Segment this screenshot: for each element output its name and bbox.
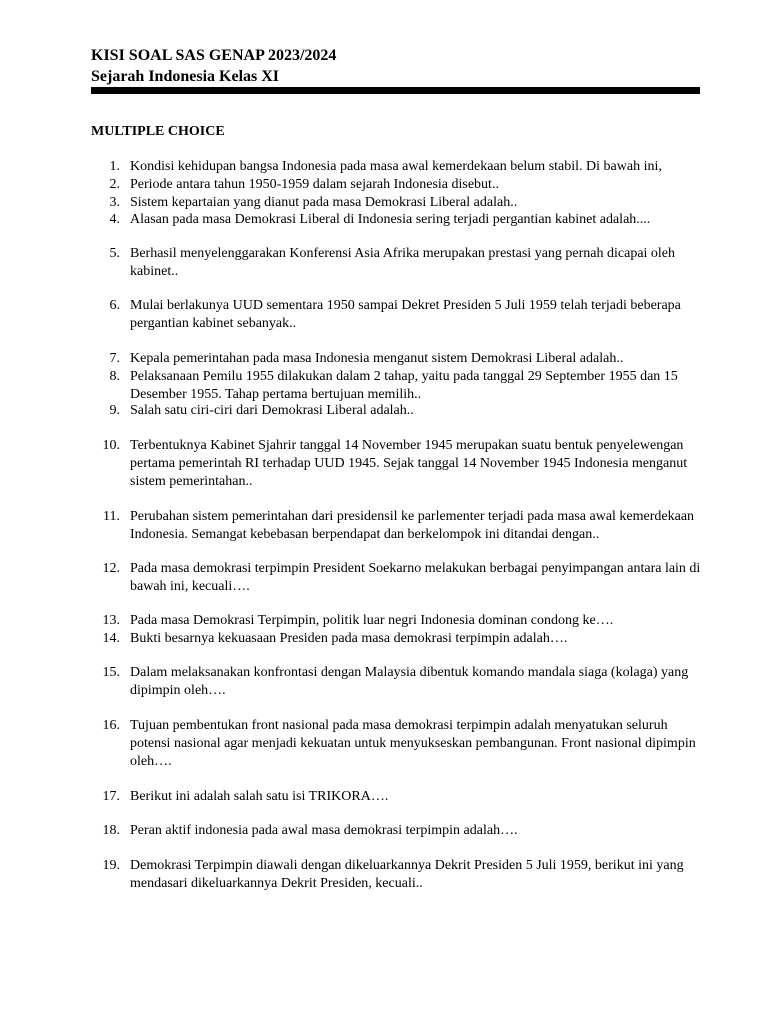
header-divider [91,87,700,94]
document-subtitle: Sejarah Indonesia Kelas XI [91,68,280,85]
question-number: 11. [103,509,120,524]
question-number: 12. [102,561,120,576]
question-text: Peran aktif indonesia pada awal masa demokrasi terpimpin adalah…. [130,823,518,838]
question-text: Periode antara tahun 1950-1959 dalam sejarah Indonesia disebut.. [130,177,499,192]
question-text: Perubahan sistem pemerintahan dari presidensil ke parlementer terjadi pada masa awal kemerdekaan Indonesia. Semangat kebebasan berpendapat dan berkelompok ini ditandai dengan.. [130,509,695,542]
question-text: Salah satu ciri-ciri dari Demokrasi Liberal adalah.. [130,403,414,418]
question-text: Dalam melaksanakan konfrontasi dengan Malaysia dibentuk komando mandala siaga (kolaga) yang dipimpin oleh…. [130,665,689,698]
question-number: 9. [109,403,120,418]
question-number: 7. [109,351,120,366]
question-text: Berhasil menyelenggarakan Konferensi Asia Afrika merupakan prestasi yang pernah dicapai oleh kabinet.. [130,246,676,279]
question-text: Terbentuknya Kabinet Sjahrir tanggal 14 November 1945 merupakan suatu bentuk penyelewengan pertama pemerintah RI terhadap UUD 1945. Sejak tanggal 14 November 1945 Indonesia menganut sistem pemerintahan.. [130,438,688,489]
question-number: 4. [109,212,120,227]
question-text: Pelaksanaan Pemilu 1955 dilakukan dalam 2 tahap, yaitu pada tanggal 29 September 1955 dan 15 Desember 1955. Tahap pertama bertujuan memilih.. [130,369,678,402]
question-text: Pada masa demokrasi terpimpin President Soekarno melakukan berbagai penyimpangan antara lain di bawah ini, kecuali…. [130,561,701,594]
question-text: Alasan pada masa Demokrasi Liberal di Indonesia sering terjadi pergantian kabinet adalah.... [130,212,651,227]
question-text: Pada masa Demokrasi Terpimpin, politik luar negri Indonesia dominan condong ke…. [130,613,614,628]
question-text: Demokrasi Terpimpin diawali dengan dikeluarkannya Dekrit Presiden 5 Juli 1959, berikut ini yang mendasari dikeluarkannya Dekrit Presiden, kecuali.. [130,858,684,891]
question-number: 6. [109,298,120,313]
question-number: 17. [102,789,120,804]
question-number: 14. [102,631,120,646]
question-number: 13. [102,613,120,628]
document-header [91,45,701,87]
question-number: 15. [102,665,120,680]
question-text: Kepala pemerintahan pada masa Indonesia menganut sistem Demokrasi Liberal adalah.. [130,351,624,366]
question-text: Berikut ini adalah salah satu isi TRIKORA…. [130,789,389,804]
question-number: 3. [109,195,120,210]
question-number: 2. [109,177,120,192]
section-heading: MULTIPLE CHOICE [91,124,225,139]
question-text: Bukti besarnya kekuasaan Presiden pada masa demokrasi terpimpin adalah…. [130,631,568,646]
question-text: Sistem kepartaian yang dianut pada masa Demokrasi Liberal adalah.. [130,195,518,210]
question-text: Kondisi kehidupan bangsa Indonesia pada masa awal kemerdekaan belum stabil. Di bawah ini, [130,159,662,174]
question-number: 1. [109,159,120,174]
question-text: Tujuan pembentukan front nasional pada masa demokrasi terpimpin adalah menyatukan seluruh potensi nasional agar menjadi kekuatan untuk menyukseskan pembangunan. Front nasional dipimpin oleh…. [130,718,696,769]
question-number: 5. [109,246,120,261]
question-number: 18. [102,823,120,838]
question-number: 8. [109,369,120,384]
question-number: 19. [102,858,120,873]
question-number: 16. [102,718,120,733]
question-text: Mulai berlakunya UUD sementara 1950 sampai Dekret Presiden 5 Juli 1959 telah terjadi beberapa pergantian kabinet sebanyak.. [130,298,681,331]
question-number: 10. [102,438,120,453]
document-title: KISI SOAL SAS GENAP 2023/2024 [91,47,337,64]
